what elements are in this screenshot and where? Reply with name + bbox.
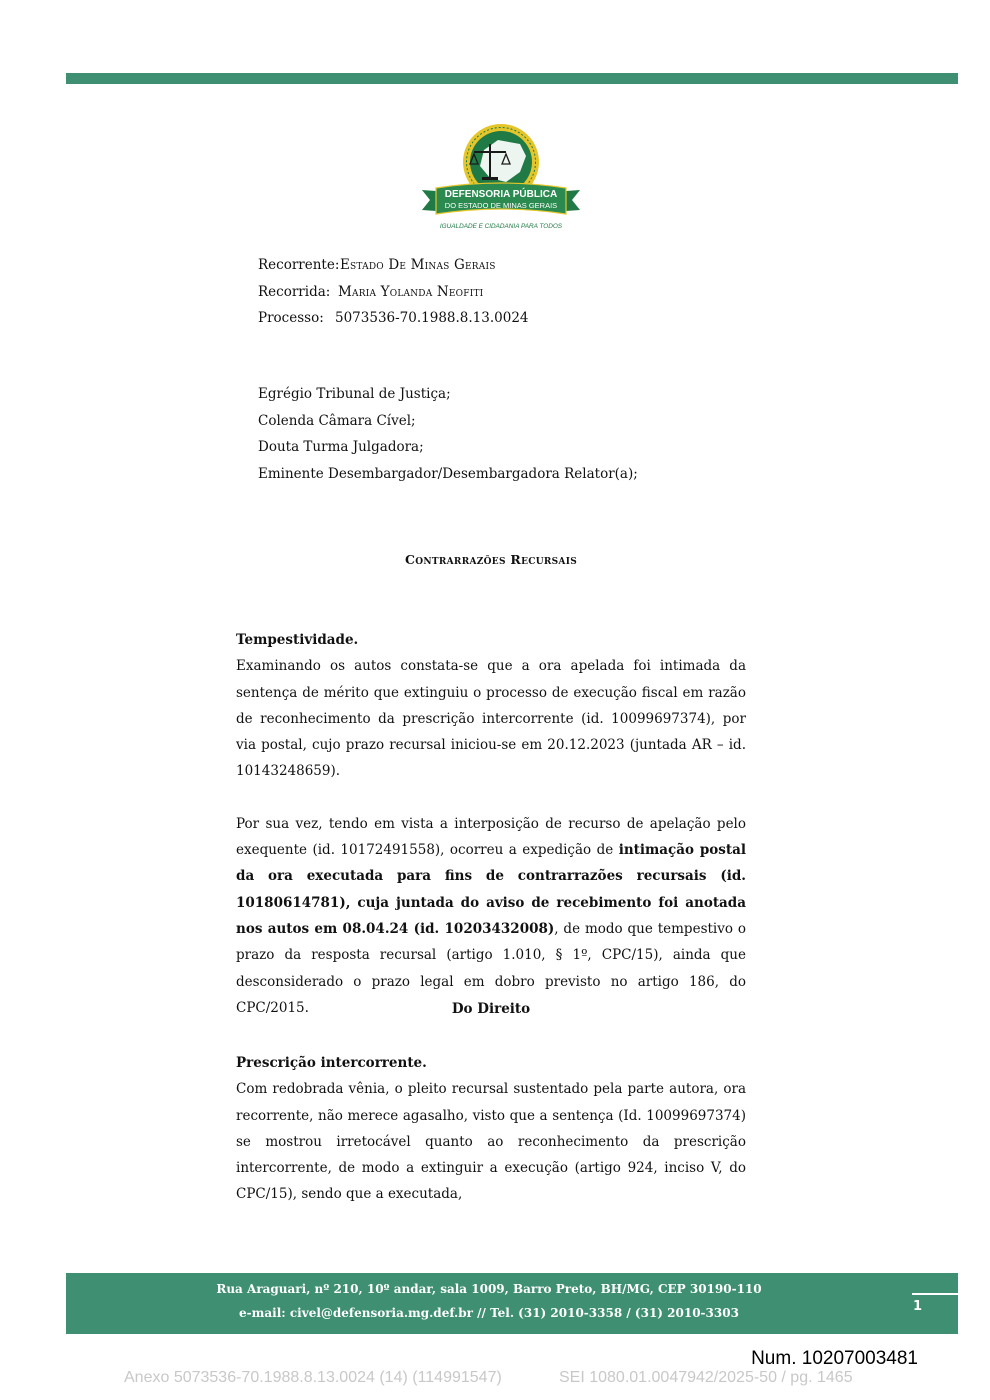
recorrida-label: Recorrida: xyxy=(258,283,331,300)
footer-contact: e-mail: civel@defensoria.mg.def.br // Tel. (31) 2010-3358 / (31) 2010-3303 xyxy=(239,1306,739,1320)
document-title: Contrarrazões Recursais xyxy=(404,552,578,567)
prescricao-heading: Prescrição intercorrente. xyxy=(236,1055,427,1071)
paragraph-text: Por sua vez, tendo em vista a interposição de recurso de apelação pelo exequente (id. 10172491558), ocorreu a expedição de xyxy=(236,815,746,859)
recorrente-row xyxy=(258,252,529,279)
annex-stamp: Anexo 5073536-70.1988.8.13.0024 (14) (114991547) xyxy=(124,1369,502,1386)
processo-value: 5073536-70.1988.8.13.0024 xyxy=(335,310,529,326)
greeting-line: Douta Turma Julgadora; xyxy=(258,439,424,455)
paragraph-bold-text: intimação postal da ora executada para fins de contrarrazões recursais (id. 10180614781), cuja juntada do aviso de recebimento foi anotada nos autos em 08.04.24 (id. 10203432008) xyxy=(236,842,747,937)
page-number-line xyxy=(912,1293,958,1295)
tempestividade-paragraph-1: Examinando os autos constata-se que a ora apelada foi intimada da sentença de mérito que extinguiu o processo de execução fiscal em razão de reconhecimento da prescrição intercorrente (id. 10099697374), por via postal, cujo prazo recursal iniciou-se em 20.12.2023 (juntada AR – id. 10143248659). xyxy=(236,658,746,780)
recorrente-label: Recorrente: xyxy=(258,257,340,273)
recorrida-row xyxy=(258,279,529,306)
logo-name-text: DEFENSORIA PÚBLICA xyxy=(444,189,558,200)
tempestividade-heading: Tempestividade. xyxy=(236,632,359,648)
paragraph-text: , de modo que tempestivo o prazo da resposta recursal (artigo 1.010, § 1º, CPC/15), ainda que desconsiderado o prazo legal em dobro previsto no artigo 186, do CPC/2015. xyxy=(236,920,746,1016)
do-direito-heading: Do Direito xyxy=(451,1001,531,1017)
tempestividade-paragraph-2 xyxy=(236,811,746,1021)
prescricao-paragraph-1: Com redobrada vênia, o pleito recursal sustentado pela parte autora, ora recorrente, não merece agasalho, visto que a sentença (Id. 10099697374) se mostrou irretocável quanto ao reconhecimento da prescrição intercorrente, de modo a extinguir a execução (artigo 924, inciso V, do CPC/15), sendo que a executada, xyxy=(236,1081,746,1203)
tempestividade-section xyxy=(236,627,746,1021)
top-green-bar xyxy=(66,73,958,84)
prescricao-section xyxy=(236,1050,746,1208)
logo-sub-text: DO ESTADO DE MINAS GERAIS xyxy=(444,201,558,210)
greeting-line: Egrégio Tribunal de Justiça; xyxy=(258,386,451,402)
document-number-stamp: Num. 10207003481 xyxy=(751,1348,918,1369)
sei-stamp: SEI 1080.01.0047942/2025-50 / pg. 1465 xyxy=(559,1369,853,1386)
logo-motto-text: IGUALDADE E CIDADANIA PARA TODOS xyxy=(439,223,563,230)
recorrente-value: Estado De Minas Gerais xyxy=(340,257,496,273)
case-metadata xyxy=(258,252,529,332)
recorrida-value: Maria Yolanda Neofiti xyxy=(338,283,484,300)
footer-bar xyxy=(66,1273,958,1334)
greetings xyxy=(258,381,638,487)
processo-row xyxy=(258,305,529,332)
footer-address: Rua Araguari, nº 210, 10º andar, sala 1009, Barro Preto, BH/MG, CEP 30190-110 xyxy=(216,1282,762,1296)
annex-stamp-line xyxy=(124,1369,853,1387)
defensoria-logo xyxy=(420,122,582,234)
greeting-line: Colenda Câmara Cível; xyxy=(258,412,416,429)
greeting-line: Eminente Desembargador/Desembargadora Relator(a); xyxy=(258,465,638,482)
processo-label: Processo: xyxy=(258,310,324,326)
page-number: 1 xyxy=(912,1299,922,1314)
